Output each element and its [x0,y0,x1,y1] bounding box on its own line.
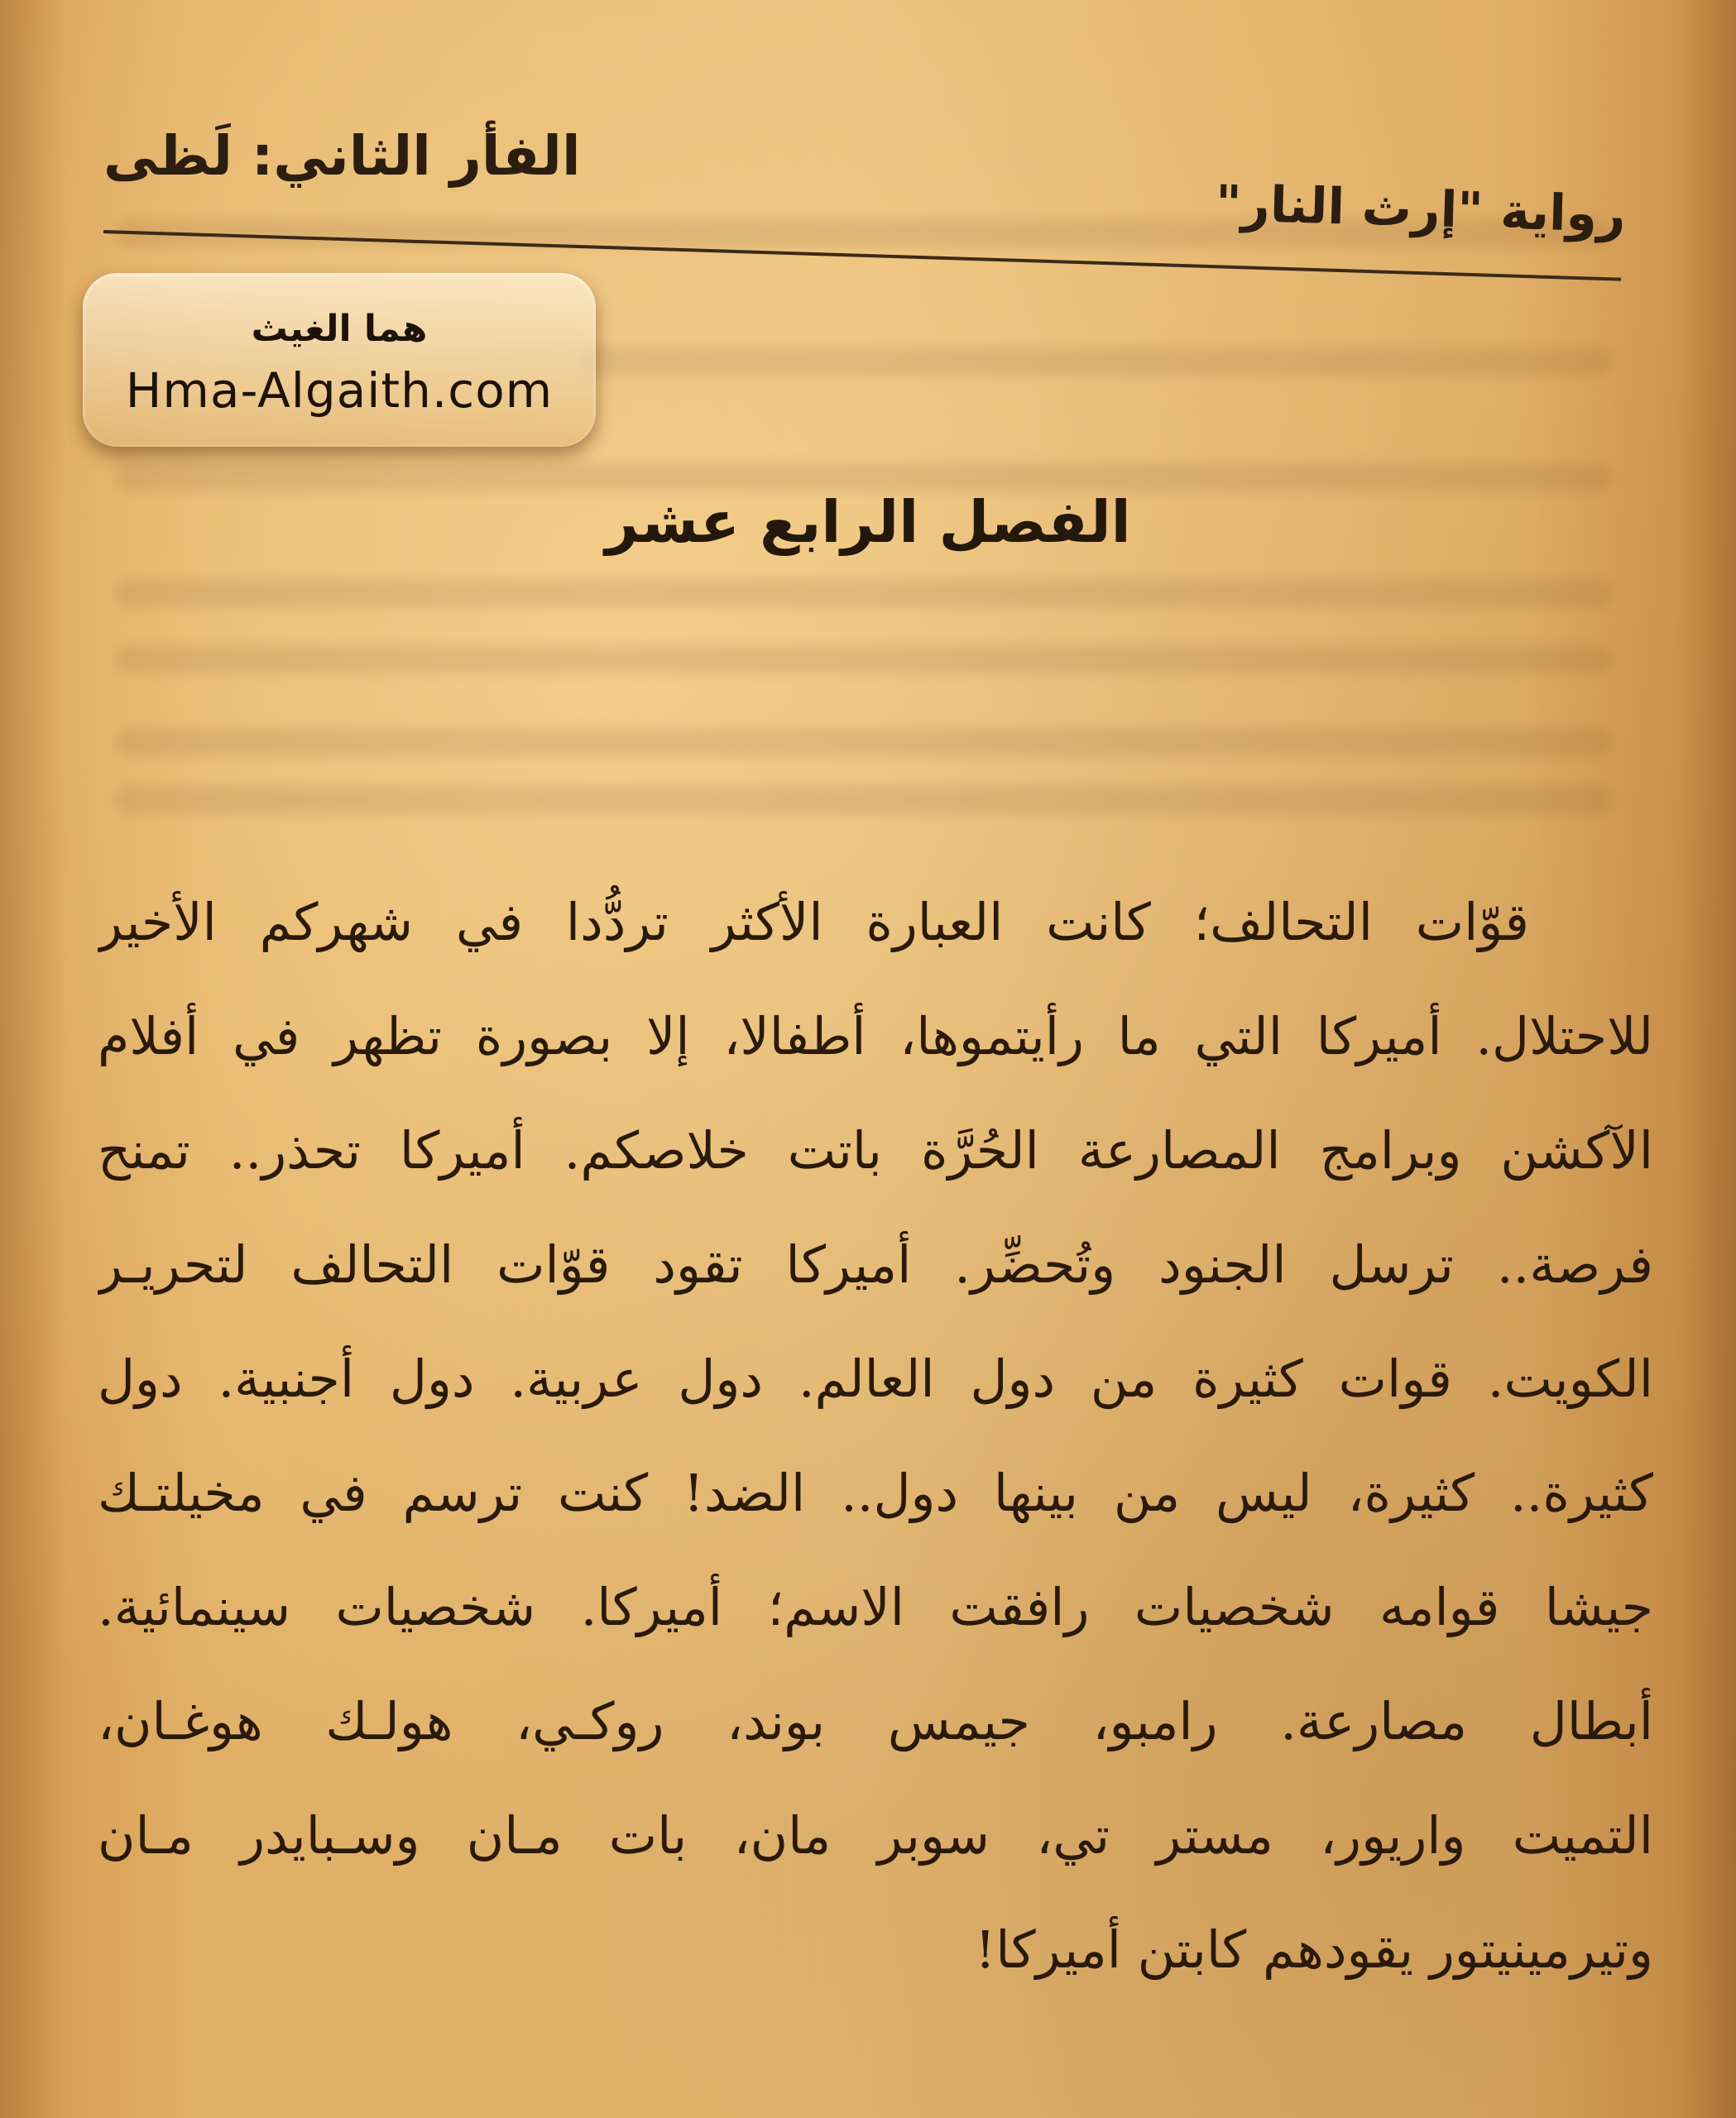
watermark-name: هما الغيث [251,308,428,350]
body-line: أبطال مصارعة. رامبو، جيمس بوند، روكـي، هولـك هوغـان، [98,1691,1653,1751]
body-paragraph [98,873,1653,2015]
body-line: كثيرة.. كثيرة، ليس من بينها دول.. الضد! كنت ترسم في مخيلتـك [98,1463,1653,1523]
body-line: الآكشن وبرامج المصارعة الحُرَّة باتت خلاصكم. أميركا تحذر.. تمنح [98,1120,1653,1181]
watermark-badge [83,273,596,447]
running-head-part-title: الفأر الثاني: لَظى [103,124,581,188]
running-head-book-title: رواية "إرث النار" [1215,175,1627,244]
show-through-line [116,645,1612,673]
body-line: جيشا قوامه شخصيات رافقت الاسم؛ أميركا. شخصيات سينمائية. [98,1577,1653,1637]
page-edge-shadow [0,0,66,2118]
body-line: الكويت. قوات كثيرة من دول العالم. دول عربية. دول أجنبية. دول [98,1349,1653,1409]
chapter-title: الفصل الرابع عشر [605,488,1131,556]
body-line: للاحتلال. أميركا التي ما رأيتموها، أطفالا، إلا بصورة تظهر في أفلام [98,1006,1653,1066]
body-line: وتيرمينيتور يقودهم كابتن أميركا! [975,1919,1653,1980]
show-through-line [116,579,1612,607]
show-through-line [116,728,1612,756]
body-line: فرصة.. ترسل الجنود وتُحضِّر. أميركا تقود قوّات التحالف لتحريـر [98,1234,1653,1295]
spine-shadow [1678,0,1736,2118]
body-line: التميت واريور، مستر تي، سوبر مان، بات مـان وسـبايدر مـان [98,1805,1653,1866]
show-through-line [116,463,1612,491]
show-through-line [579,347,1612,376]
show-through-line [116,786,1612,814]
body-line: قوّات التحالف؛ كانت العبارة الأكثر تردُّدا في شهركم الأخير [98,892,1529,952]
watermark-url: Hma-Algaith.com [125,362,554,419]
